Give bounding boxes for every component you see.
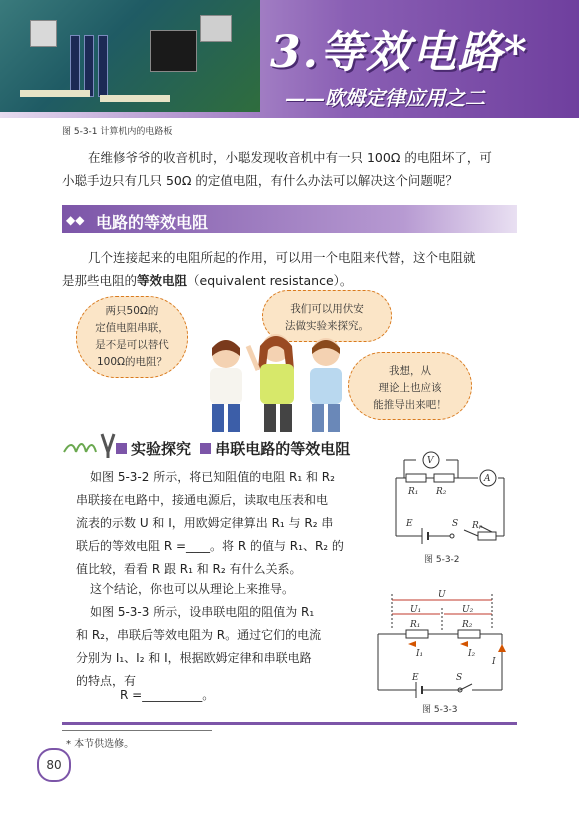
intro-paragraph: 在维修爷爷的收音机时，小聪发现收音机中有一只 100Ω 的电阻坏了，可 小聪手边只有几只 50Ω 的定值电阻，有什么办法可以解决这个问题呢？	[62, 150, 492, 188]
speech-bubble-middle: 我们可以用伏安 法做实验来探究。	[262, 290, 392, 342]
r1-label: R₁	[408, 487, 419, 497]
speech-bubble-right: 我想，从 理论上也应该 能推导出来吧！	[348, 352, 472, 420]
figure-5-3-3	[372, 586, 512, 716]
u-label: U	[438, 590, 446, 600]
photo-caption: 图 5-3-1 计算机内的电路板	[62, 127, 173, 137]
i1-label: I₁	[416, 649, 424, 659]
derivation-paragraph: 这个结论，你也可以从理论上来推导。 如图 5-3-3 所示，设串联电阻的阻值为 R₁ 和 R₂，串联后等效电阻为 R。通过它们的电流 分别为 I₁、I₂ 和 I，根据欧姆定律和串联电路 的特点，有	[76, 582, 322, 688]
r2-label: R₂	[462, 620, 473, 630]
square-icon	[116, 443, 127, 454]
footnote-divider	[62, 730, 212, 731]
formula-blank: R =__________。	[120, 688, 215, 702]
r1-label: R₁	[410, 620, 421, 630]
s-label: S	[452, 519, 459, 529]
u2-label: U₂	[462, 605, 474, 615]
experiment-paragraph: 如图 5-3-2 所示，将已知阻值的电阻 R₁ 和 R₂ 串联接在电路中，接通电源后，读取电压表和电 流表的示数 U 和 I，用欧姆定律算出 R₁ 与 R₂ 串 联后的等效电阻 R =____。将 R 的值与 R₁、R₂ 的 值比较，看看 R 跟 R₁ 和 R₂ 有什么关系。	[76, 470, 344, 576]
footnote: * 本节供选修。	[66, 739, 135, 750]
figure-caption: 图 5-3-3	[422, 705, 458, 715]
e-label: E	[406, 519, 413, 529]
diamond-icon: ◆◆	[66, 213, 85, 227]
section-heading: 3.等效电路*	[270, 27, 529, 78]
e-label: E	[412, 673, 419, 683]
voltmeter-label: V	[427, 456, 434, 466]
s-label: S	[456, 673, 463, 683]
definition-paragraph: 几个连接起来的电阻所起的作用，可以用一个电阻来代替，这个电阻就 是那些电阻的等效电阻（equivalent resistance）。	[62, 250, 476, 288]
bottom-rule	[62, 722, 517, 725]
section-title: 电路的等效电阻	[96, 213, 209, 232]
students-illustration	[196, 326, 356, 434]
page-number: 80	[37, 748, 71, 782]
ammeter-label: A	[484, 474, 491, 484]
section-subtitle: ——欧姆定律应用之二	[285, 86, 485, 110]
i-label: I	[492, 657, 496, 667]
figure-caption: 图 5-3-2	[424, 555, 460, 565]
experiment-heading: 实验探究 串联电路的等效电阻	[112, 438, 350, 459]
speech-bubble-left: 两只50Ω的 定值电阻串联， 是不是可以替代 100Ω的电阻？	[76, 296, 188, 378]
u1-label: U₁	[410, 605, 422, 615]
r2-label: R₂	[436, 487, 447, 497]
square-icon	[200, 443, 211, 454]
rp-label: Rₚ	[472, 521, 483, 531]
figure-5-3-2	[388, 446, 508, 566]
circuit-board-photo	[0, 0, 260, 112]
i2-label: I₂	[468, 649, 476, 659]
